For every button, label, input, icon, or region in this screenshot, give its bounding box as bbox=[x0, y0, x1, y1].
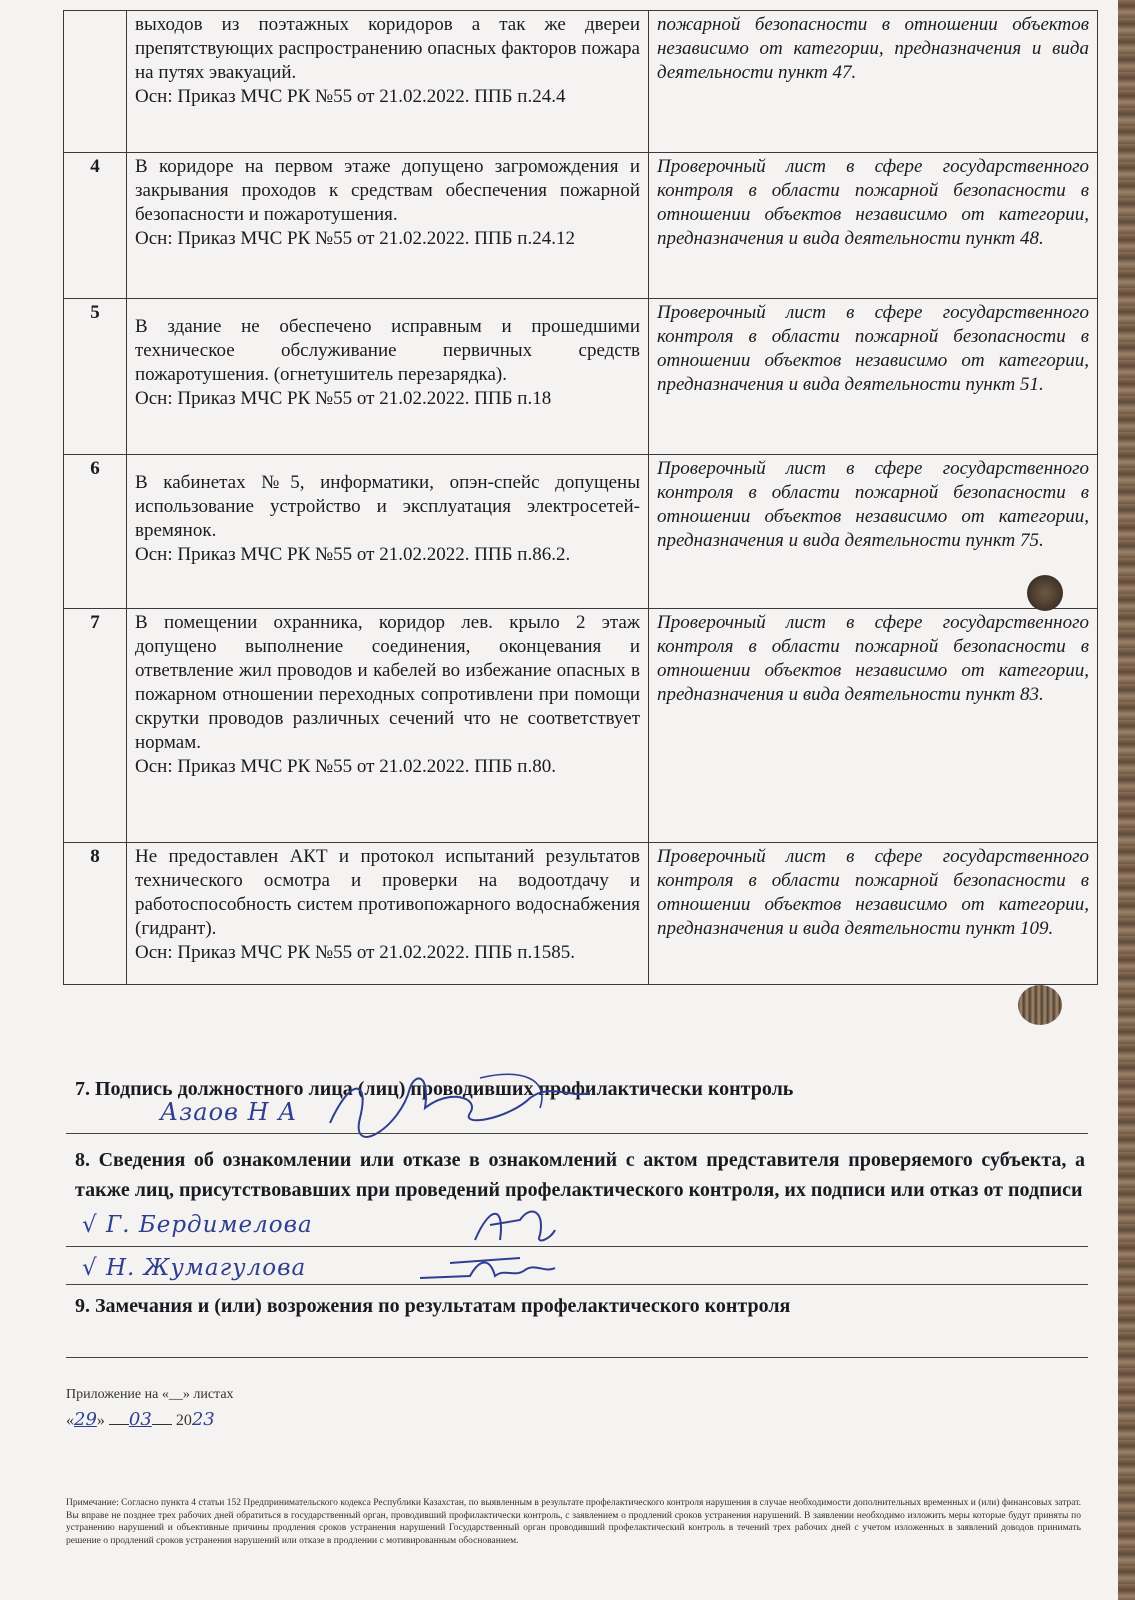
row-number: 7 bbox=[64, 609, 127, 843]
remarks-line bbox=[66, 1357, 1088, 1358]
signature-scribble-icon bbox=[320, 1068, 600, 1138]
checklist-reference bbox=[649, 609, 1098, 843]
representative-signature-2: √ Н. Жумагулова bbox=[82, 1255, 307, 1281]
table-row bbox=[64, 153, 1098, 299]
table-row bbox=[64, 11, 1098, 153]
background-edge bbox=[1118, 0, 1135, 1600]
violation-text: Не предоставлен АКТ и протокол испытаний результатов технического осмотра и проверки на водоотдачу и работоспособность систем противопожарного водоснабжения (гидрант). bbox=[135, 846, 640, 939]
representative-signature-1: √ Г. Бердимелова bbox=[82, 1212, 313, 1238]
row-number: 4 bbox=[64, 153, 127, 299]
violation-text: В здание не обеспечено исправным и прошедшими техническое обслуживание первичных средств пожаротушения. (огнетушитель перезарядка). bbox=[135, 316, 640, 385]
checklist-reference bbox=[649, 153, 1098, 299]
checklist-reference bbox=[649, 299, 1098, 455]
section-9-title: 9. Замечания и (или) возрожения по результатам профелактического контроля bbox=[75, 1295, 791, 1317]
violation-description bbox=[127, 299, 649, 455]
checklist-reference-text: Проверочный лист в сфере государственного контроля в области пожарной безопасности в отношении объектов независимо от категории, предназначения и вида деятельности пункт 75. bbox=[657, 458, 1089, 551]
signature-line bbox=[66, 1284, 1088, 1285]
date-year-suffix: 23 bbox=[191, 1409, 215, 1430]
signature-line bbox=[66, 1133, 1088, 1134]
appendix-label: Приложение на «__» листах bbox=[66, 1387, 234, 1402]
table-row bbox=[64, 299, 1098, 455]
punch-hole-icon bbox=[1027, 575, 1063, 611]
date-day: 29 bbox=[74, 1409, 97, 1430]
footnote: Примечание: Согласно пункта 4 статьи 152 Предпринимательского кодекса Республики Казахстан, по выявленным в результате профелактического контроля нарушения в случае необходимости дополнительных временных и (или) финансовых затрат. Вы вправе не позднее трех рабочих дней обратиться в государственный орган, проводивший профилактически контроль, с заявлением о продлений сроков устранения нарушений. В заявлении необходимо изложить меры которые будут приняты по устранению нарушений и объективные причины продления сроков устранения нарушений Государственный орган проводивший профелактический контроль в течений трех рабочих дней с учетом изложенных в заявлений доводов принимать решение о продлений сроков устранения нарушений или отказе в продлении с мотивированным обоснованием. bbox=[66, 1498, 1081, 1546]
punch-hole-icon bbox=[1018, 985, 1062, 1025]
row-number: 5 bbox=[64, 299, 127, 455]
table-row bbox=[64, 609, 1098, 843]
legal-basis: Осн: Приказ МЧС РК №55 от 21.02.2022. ППБ п.24.12 bbox=[135, 228, 575, 249]
violation-text: В коридоре на первом этаже допущено загромождения и закрывания проходов к средствам обеспечения пожарной безопасности и пожаротушения. bbox=[135, 156, 640, 225]
signature-scribble-icon bbox=[470, 1200, 560, 1250]
date-year-prefix: 20 bbox=[175, 1412, 192, 1429]
checklist-reference-text: Проверочный лист в сфере государственного контроля в области пожарной безопасности в отношении объектов независимо от категории, предназначения и вида деятельности пункт 109. bbox=[657, 846, 1089, 939]
row-number: 8 bbox=[64, 843, 127, 985]
section-7-title: 7. Подпись должностного лица (лиц) проводивших профилактически контроль bbox=[75, 1078, 794, 1100]
appendix-date: «29» 03 2023 bbox=[66, 1409, 215, 1430]
violation-description bbox=[127, 609, 649, 843]
violation-text: В помещении охранника, коридор лев. крыло 2 этаж допущено выполнение соединения, оконцевания и ответвление жил проводов и кабелей во избежание опасных в пожарном отношении переходных сопротивлени при помощи скрутки проводов различных сечений что не соответствует нормам. bbox=[135, 612, 640, 753]
violation-text: В кабинетах №5, информатики, опэн-спейс допущены использование устройство и эксплуатация электросетей-времянок. bbox=[135, 472, 640, 541]
violation-text: выходов из поэтажных коридоров а так же двереи препятствующих распространению опасных факторов пожара на путях эвакуаций. bbox=[135, 14, 640, 83]
signature-scribble-icon bbox=[410, 1248, 560, 1288]
legal-basis: Осн: Приказ МЧС РК №55 от 21.02.2022. ППБ п.24.4 bbox=[135, 86, 566, 107]
table-row bbox=[64, 843, 1098, 985]
checklist-reference bbox=[649, 11, 1098, 153]
checklist-reference-text: пожарной безопасности в отношении объектов независимо от категории, предназначения и вида деятельности пункт 47. bbox=[657, 14, 1089, 83]
official-signature: Азаов Н А bbox=[160, 1098, 298, 1126]
checklist-reference bbox=[649, 843, 1098, 985]
date-month: 03 bbox=[128, 1409, 152, 1430]
violation-description bbox=[127, 455, 649, 609]
checklist-reference-text: Проверочный лист в сфере государственного контроля в области пожарной безопасности в отношении объектов независимо от категории, предназначения и вида деятельности пункт 51. bbox=[657, 302, 1089, 395]
row-number: 6 bbox=[64, 455, 127, 609]
violation-description bbox=[127, 11, 649, 153]
legal-basis: Осн: Приказ МЧС РК №55 от 21.02.2022. ППБ п.86.2. bbox=[135, 544, 571, 565]
legal-basis: Осн: Приказ МЧС РК №55 от 21.02.2022. ППБ п.80. bbox=[135, 756, 556, 777]
violation-description bbox=[127, 843, 649, 985]
signature-line bbox=[66, 1246, 1088, 1247]
table-row bbox=[64, 455, 1098, 609]
row-number bbox=[64, 11, 127, 153]
checklist-reference-text: Проверочный лист в сфере государственного контроля в области пожарной безопасности в отношении объектов независимо от категории, предназначения и вида деятельности пункт 83. bbox=[657, 612, 1089, 705]
legal-basis: Осн: Приказ МЧС РК №55 от 21.02.2022. ППБ п.1585. bbox=[135, 942, 575, 963]
violation-description bbox=[127, 153, 649, 299]
legal-basis: Осн: Приказ МЧС РК №55 от 21.02.2022. ППБ п.18 bbox=[135, 388, 552, 409]
section-8-title: 8. Сведения об ознакомлении или отказе в ознакомлений с актом представителя проверяемого субъекта, а также лиц, присутствовавших при проведений профелактического контроля, их подписи или отказ от подписи bbox=[75, 1149, 1085, 1201]
checklist-reference-text: Проверочный лист в сфере государственного контроля в области пожарной безопасности в отношении объектов независимо от категории, предназначения и вида деятельности пункт 48. bbox=[657, 156, 1089, 249]
violations-table bbox=[63, 10, 1098, 985]
